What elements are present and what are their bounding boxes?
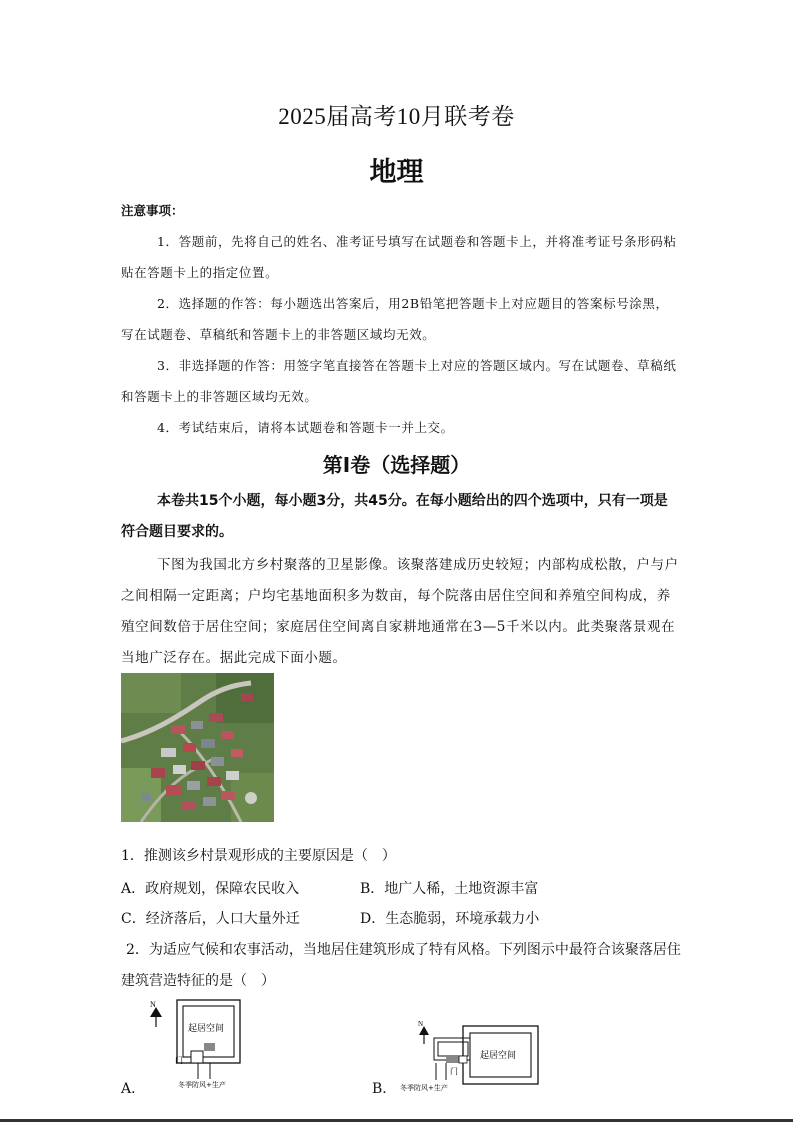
question-1-option-c[interactable]: C．经济落后，人口大量外迁 [121,911,300,927]
question-1-option-d[interactable]: D．生态脆弱，环境承载力小 [360,911,540,927]
north-arrow-icon [150,1007,162,1027]
question-2-option-a-label[interactable]: A． [121,1081,146,1097]
north-label: N [418,1020,424,1028]
door-block [446,1056,460,1063]
notice-item-4: 4．考试结束后，请将本试题卷和答题卡一并上交。 [157,420,454,435]
notice-heading: 注意事项： [121,203,184,218]
section-title: 第Ⅰ卷（选择题） [322,453,471,477]
house-diagram-b [398,1018,548,1098]
wind-caption: 冬季防风+生产 [178,1081,226,1089]
satellite-image-graphic [121,673,274,822]
section-instruction: 本卷共15个小题，每小题3分，共45分。在每小题给出的四个选项中，只有一项是符合题目要求的。 [121,493,668,540]
satellite-image [121,673,274,822]
notice-item-2: 2．选择题的作答：每小题选出答案后，用2B铅笔把答题卡上对应题目的答案标号涂黑，写在试题卷、草稿纸和答题卡上的非答题区域均无效。 [121,296,669,342]
house-diagram-a [140,995,260,1095]
living-space-label: 起居空间 [480,1051,517,1061]
wind-caption: 冬季防风+生产 [400,1084,448,1092]
subject-title: 地理 [369,157,424,188]
north-arrow-icon [419,1026,429,1044]
exam-title: 2025届高考10月联考卷 [278,104,515,129]
north-label: N [150,1000,156,1009]
question-1-stem: 1．推测该乡村景观形成的主要原因是（ ） [121,848,396,864]
question-1-option-a[interactable]: A．政府规划，保障农民收入 [121,881,300,897]
passage-text: 下图为我国北方乡村聚落的卫星影像。该聚落建成历史较短；内部构成松散，户与户之间相隔一定距离；户均宅基地面积多为数亩，每个院落由居住空间和养殖空间构成，养殖空间数倍于居住空间；家庭居住空间离自家耕地通常在3—5千米以内。此类聚落景观在当地广泛存在。据此完成下面小题。 [121,557,679,666]
question-2-option-b-label[interactable]: B． [372,1081,397,1097]
door-label: 门 [450,1067,458,1076]
door-block [204,1043,215,1051]
question-2-stem: 2．为适应气候和农事活动，当地居住建筑形成了特有风格。下列图示中最符合该聚落居住建筑营造特征的是（ ） [121,942,681,989]
door-label: 门 [175,1056,183,1065]
living-space-label: 起居空间 [188,1024,225,1034]
notice-item-1: 1．答题前，先将自己的姓名、准考证号填写在试题卷和答题卡上，并将准考证号条形码粘贴在答题卡上的指定位置。 [121,234,677,280]
question-1-option-b[interactable]: B．地广人稀，土地资源丰富 [360,881,539,897]
entry-box [191,1051,203,1063]
notice-item-3: 3．非选择题的作答：用签字笔直接答在答题卡上对应的答题区域内。写在试题卷、草稿纸和答题卡上的非答题区域均无效。 [121,358,677,404]
